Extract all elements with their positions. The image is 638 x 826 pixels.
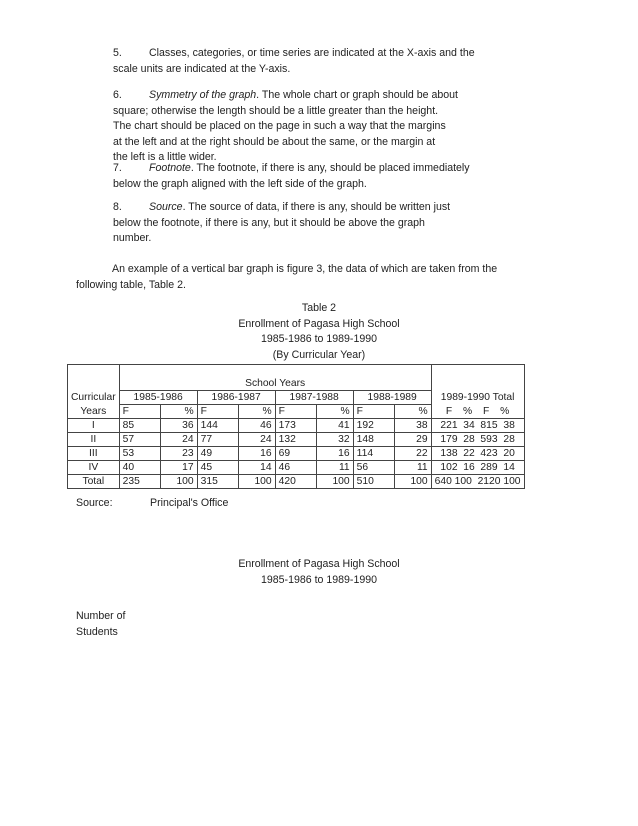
cell: 179 28 593 28 <box>431 433 524 447</box>
year-header: 1988-1989 <box>353 391 431 405</box>
table-row <box>68 461 525 475</box>
sub-header: % <box>238 405 275 419</box>
table-label: Table 2 <box>301 302 337 314</box>
item-text: . The whole chart or graph should be about <box>256 89 458 101</box>
cell: 144 <box>197 419 238 433</box>
cell: 36 <box>160 419 197 433</box>
cell: 32 <box>316 433 353 447</box>
item-number: 8. <box>113 201 122 213</box>
cell: 192 <box>353 419 394 433</box>
cell: 22 <box>394 447 431 461</box>
graph-caption <box>0 557 638 588</box>
sub-header: F <box>353 405 394 419</box>
cell: 14 <box>238 461 275 475</box>
item-text: below the graph aligned with the left side of the graph. <box>113 177 367 190</box>
cell: 100 <box>238 475 275 489</box>
y-axis-label <box>76 609 125 640</box>
table-row <box>68 433 525 447</box>
graph-range: 1985-1986 to 1989-1990 <box>260 573 378 586</box>
sub-header: F <box>197 405 238 419</box>
cell: 510 <box>353 475 394 489</box>
cell: 148 <box>353 433 394 447</box>
cell: 40 <box>119 461 160 475</box>
cell: 11 <box>316 461 353 475</box>
item-text: the left is a little wider. <box>113 151 217 163</box>
row-header: Curricular <box>68 391 120 405</box>
item-text: . The footnote, if there is any, should be placed immediately <box>190 162 470 174</box>
cell: 102 16 289 14 <box>431 461 524 475</box>
cell: 100 <box>160 475 197 489</box>
cell: 57 <box>119 433 160 447</box>
item-6 <box>113 88 543 166</box>
cell: 100 <box>316 475 353 489</box>
cell: 24 <box>238 433 275 447</box>
cell: 17 <box>160 461 197 475</box>
last-column-header: 1989-1990 Total <box>431 391 524 405</box>
cell: 420 <box>275 475 316 489</box>
sub-header: % <box>160 405 197 419</box>
item-7 <box>113 161 543 192</box>
sub-header: F <box>119 405 160 419</box>
table-row <box>68 419 525 433</box>
table-range: 1985-1986 to 1989-1990 <box>260 333 378 345</box>
graph-title: Enrollment of Pagasa High School <box>238 558 400 570</box>
enrollment-table <box>67 364 525 489</box>
intro-line: An example of a vertical bar graph is figure 3, the data of which are taken from the <box>112 263 498 275</box>
y-axis-label-line: Number of <box>76 610 126 622</box>
cell: 56 <box>353 461 394 475</box>
item-title: Footnote <box>149 162 191 174</box>
year-header: 1986-1987 <box>197 391 275 405</box>
cell: 69 <box>275 447 316 461</box>
item-text: . The source of data, if there is any, should be written just <box>182 201 451 213</box>
item-5 <box>113 46 543 77</box>
intro-line: following table, Table 2. <box>76 278 186 291</box>
row-label: II <box>68 433 120 447</box>
cell: 16 <box>316 447 353 461</box>
table-row <box>68 447 525 461</box>
cell: 11 <box>394 461 431 475</box>
row-label: III <box>68 447 120 461</box>
cell: 100 <box>394 475 431 489</box>
cell: 16 <box>238 447 275 461</box>
cell: 640 100 2120 100 <box>431 475 524 489</box>
table-corner <box>431 365 524 391</box>
item-title: Source <box>149 201 183 213</box>
item-8 <box>113 200 543 247</box>
item-text: square; otherwise the length should be a little greater than the height. <box>113 104 439 117</box>
item-number: 6. <box>113 89 122 101</box>
cell: 85 <box>119 419 160 433</box>
item-number: 5. <box>113 47 122 59</box>
cell: 235 <box>119 475 160 489</box>
table-title: Enrollment of Pagasa High School <box>238 317 400 330</box>
cell: 23 <box>160 447 197 461</box>
cell: 24 <box>160 433 197 447</box>
table-row-total <box>68 475 525 489</box>
intro-paragraph <box>76 262 497 293</box>
cell: 77 <box>197 433 238 447</box>
row-label: IV <box>68 461 120 475</box>
sub-header: % <box>316 405 353 419</box>
sub-header: % <box>394 405 431 419</box>
y-axis-label-line: Students <box>76 625 118 638</box>
cell: 315 <box>197 475 238 489</box>
source-value: Principal's Office <box>150 497 229 509</box>
row-label: Total <box>68 475 120 489</box>
item-text: below the footnote, if there is any, but it should be above the graph <box>113 216 425 229</box>
sub-header: F <box>275 405 316 419</box>
item-text: Classes, categories, or time series are indicated at the X-axis and the <box>149 47 475 59</box>
cell: 138 22 423 20 <box>431 447 524 461</box>
cell: 46 <box>275 461 316 475</box>
year-header: 1985-1986 <box>119 391 197 405</box>
row-header: Years <box>68 405 120 419</box>
cell: 49 <box>197 447 238 461</box>
source-label: Source: <box>76 497 113 509</box>
cell: 53 <box>119 447 160 461</box>
year-header: 1987-1988 <box>275 391 353 405</box>
cell: 29 <box>394 433 431 447</box>
school-years-header: School Years <box>119 365 431 391</box>
table-caption <box>0 301 638 363</box>
cell: 38 <box>394 419 431 433</box>
cell: 221 34 815 38 <box>431 419 524 433</box>
cell: 45 <box>197 461 238 475</box>
cell: 41 <box>316 419 353 433</box>
item-text: number. <box>113 232 152 244</box>
table-subtitle: (By Curricular Year) <box>272 348 366 361</box>
cell: 173 <box>275 419 316 433</box>
cell: 46 <box>238 419 275 433</box>
item-title: Symmetry of the graph <box>149 89 257 101</box>
cell: 132 <box>275 433 316 447</box>
last-column-subheader: F % F % <box>431 405 524 419</box>
table-corner <box>68 365 120 391</box>
cell: 114 <box>353 447 394 461</box>
source-line <box>76 497 113 509</box>
item-text: The chart should be placed on the page in such a way that the margins <box>113 120 446 132</box>
row-label: I <box>68 419 120 433</box>
item-text: at the left and at the right should be about the same, or the margin at <box>113 135 436 148</box>
item-number: 7. <box>113 162 122 174</box>
item-text: scale units are indicated at the Y-axis. <box>113 62 291 75</box>
